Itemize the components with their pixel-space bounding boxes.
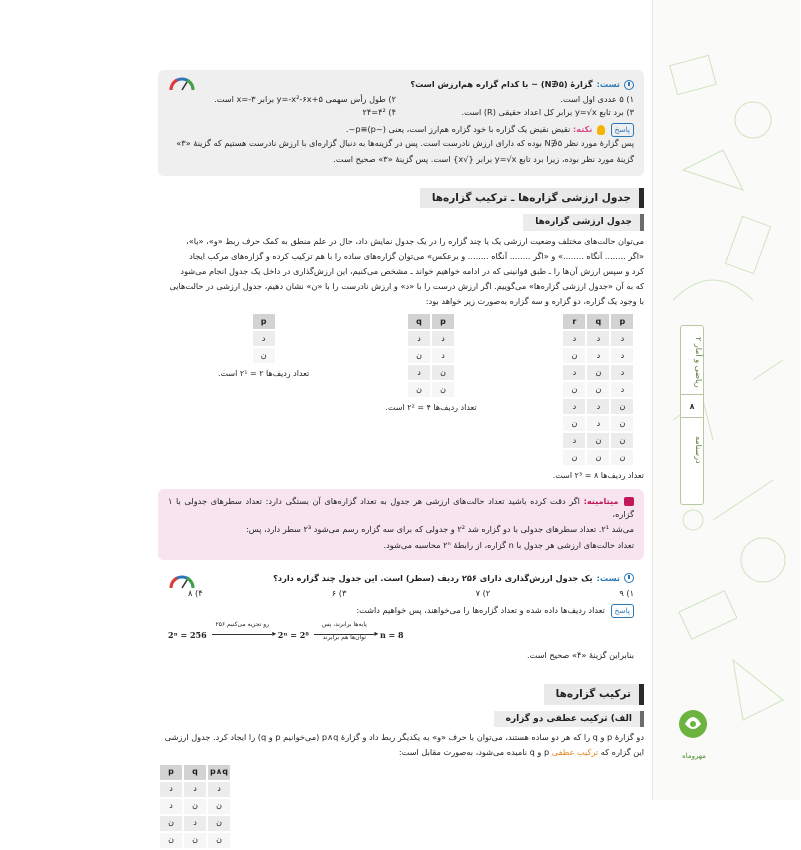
- table-row: [160, 816, 230, 831]
- lightbulb-icon: [597, 125, 605, 135]
- table-header-cell: p∧q: [208, 765, 230, 780]
- table-row: [563, 433, 633, 448]
- arrow-label: ۲۵۶ رو تجزیه می‌کنیم: [215, 620, 270, 628]
- tab-page-number: ۸: [681, 394, 703, 418]
- paragraph-line: کرد و سپس ارزش آن‌ها را ـ طبق قوانینی که در ادامه خواهیم خواند ـ مشخص می‌کنیم، این ارزش‌گذاری در داخل یک جدول انجام می‌شود: [180, 266, 644, 277]
- table-cell: ن: [563, 382, 585, 397]
- table-cell: ن: [184, 833, 206, 848]
- table-row: [253, 348, 275, 363]
- table-caption: تعداد ردیف‌ها ۴ = ۲² است.: [385, 403, 477, 413]
- subsection-title: جدول ارزشی گزاره‌ها: [523, 214, 644, 230]
- options: [168, 93, 634, 119]
- question-text: یک جدول ارزش‌گذاری دارای ۲۵۶ ردیف (سطر) است. این جدول چند گزاره دارد؟: [273, 572, 593, 583]
- table-header-row: [563, 314, 633, 329]
- table-cell: ن: [408, 382, 430, 397]
- table-row: [563, 365, 633, 380]
- formula: [168, 622, 634, 643]
- table-header-row: [160, 765, 230, 780]
- clock-icon: [624, 80, 634, 90]
- table-cell: د: [253, 331, 275, 346]
- main-content: [158, 70, 644, 850]
- table-row: [160, 799, 230, 814]
- table-cell: ن: [587, 450, 609, 465]
- table-cell: د: [160, 799, 182, 814]
- option-4: ۴) ۸: [188, 587, 203, 598]
- table-header-cell: r: [563, 314, 585, 329]
- table-cell: د: [563, 433, 585, 448]
- text-span: p و q نامیده می‌شود، به‌صورت مقابل است:: [398, 747, 550, 758]
- table-row: [563, 348, 633, 363]
- highlighted-term: ترکیب عطفی: [551, 747, 599, 758]
- option-2: ۲) طول رأس سهمی y=-x²-۶x+۵ برابر x=-۳ است.: [214, 94, 396, 105]
- paragraph-line: [158, 746, 644, 759]
- table-cell: ن: [563, 450, 585, 465]
- table-header-cell: p: [253, 314, 275, 329]
- options: [168, 587, 634, 600]
- option-4: ۴) ۴²=۲۴: [362, 107, 396, 118]
- arrow-label: توان‌ها هم برابرند: [322, 633, 367, 641]
- info-line: می‌شد ۲¹. تعداد سطرهای جدولی با دو گزاره شد ۲² و جدولی که برای سه گزاره رسم می‌شود ۲³ سطر دارد، پس:: [245, 524, 634, 535]
- difficulty-gauge-icon: [168, 74, 196, 92]
- page-margin: [652, 0, 800, 800]
- paragraph-line: که به آن «جدول ارزشی گزاره‌ها» می‌گوییم. اگر ارزش درست را با «د» و ارزش نادرست را با «ن» نشان دهیم، جدول ارزشی در حالت‌هایی: [169, 281, 644, 292]
- table-header-cell: q: [408, 314, 430, 329]
- table-cell: د: [587, 416, 609, 431]
- and-table-wrap: [158, 763, 644, 850]
- question-header: [168, 78, 634, 91]
- table-cell: د: [563, 331, 585, 346]
- option-3: ۳) ۶: [331, 587, 347, 598]
- test-box-2: [158, 568, 644, 672]
- explanation-line-1: پس گزارهٔ مورد نظر N∌۵ بوده که دارای ارزش نادرست است. پس در گزینه‌ها به دنبال گزاره‌ای با ارزش نادرست هستیم که گزینهٔ «۳»: [176, 138, 634, 149]
- tab-subject: ریاضی و آمار ۲: [694, 336, 703, 388]
- table-cell: ن: [563, 348, 585, 363]
- test-tag: تست:: [596, 79, 620, 89]
- arrow-right-icon: [212, 634, 272, 635]
- table-row: [160, 782, 230, 797]
- note-text: نقیض نقیض یک گزاره با خود گزاره هم‌ارز است، یعنی p≡(p~)~.: [345, 124, 571, 135]
- table-cell: ن: [208, 799, 230, 814]
- answer-text: تعداد ردیف‌ها داده شده و تعداد گزاره‌ها را می‌خواهند، پس خواهیم داشت:: [356, 604, 605, 615]
- table-caption: تعداد ردیف‌ها ۲ = ۲¹ است.: [218, 369, 310, 379]
- table-cell: د: [432, 348, 454, 363]
- section-title: جدول ارزشی گزاره‌ها ـ ترکیب گزاره‌ها: [420, 188, 644, 209]
- truth-table-2: [385, 312, 476, 415]
- truth-table-1: [218, 312, 309, 381]
- paragraph-line: دو گزارهٔ p و q را که هر دو ساده هستند، می‌توان با حرف «و» به یکدیگر ربط داد و گزارهٔ p∧q (می‌خوانیم p و q) را ایجاد کرد. جدول ارزشی: [164, 732, 644, 743]
- table-row: [408, 331, 454, 346]
- info-line: تعداد حالت‌های ارزشی هر جدول با n گزاره، از رابطهٔ ۲ⁿ محاسبه می‌شود.: [383, 539, 634, 550]
- final-answer: بنابراین گزینهٔ «۴» صحیح است.: [526, 649, 634, 660]
- table-row: [563, 399, 633, 414]
- answer-tag: پاسخ: [611, 123, 635, 137]
- answer-tag: پاسخ: [611, 604, 635, 618]
- text-span: این گزاره که: [600, 747, 644, 758]
- info-icon: [624, 497, 634, 506]
- truth-table-three-vars: [561, 312, 635, 467]
- table-cell: ن: [587, 433, 609, 448]
- answer-note: [168, 123, 634, 137]
- table-cell: ن: [208, 816, 230, 831]
- formula-arrow-1: [212, 622, 272, 643]
- truth-table-two-vars: [406, 312, 456, 399]
- table-cell: د: [563, 399, 585, 414]
- publisher-logo-text: مهروماه: [682, 752, 706, 760]
- answer-line: [168, 604, 634, 618]
- table-cell: ن: [408, 348, 430, 363]
- test-box-1: [158, 70, 644, 176]
- table-cell: ن: [160, 816, 182, 831]
- table-row: [253, 331, 275, 346]
- paragraph-line: با وجود یک گزاره، دو گزاره و سه گزاره به‌صورت زیر خواهد بود:: [425, 296, 644, 307]
- note-tag: نکته:: [572, 124, 593, 135]
- info-line: [168, 495, 634, 521]
- table-row: [408, 348, 454, 363]
- section-title: ترکیب گزاره‌ها: [544, 684, 644, 705]
- table-cell: ن: [432, 365, 454, 380]
- difficulty-gauge-icon: [168, 572, 196, 590]
- table-cell: د: [587, 331, 609, 346]
- table-cell: د: [432, 331, 454, 346]
- table-cell: ن: [611, 433, 633, 448]
- truth-table-one-var: [251, 312, 277, 365]
- formula-arrow-2: [314, 622, 374, 643]
- option-1: ۱) ۵ عددی اول است.: [560, 94, 634, 105]
- table-header-cell: q: [587, 314, 609, 329]
- paragraph-line: می‌توان حالت‌های مختلف وضعیت ارزشی یک یا چند گزاره را در یک جدول نمایش داد، حال در علم منطق به کمک حرف ربط «و»، «یا»،: [186, 235, 644, 246]
- table-row: [563, 331, 633, 346]
- subsection-title: الف) ترکیب عطفی دو گزاره: [494, 711, 644, 727]
- arrow-label: پایه‌ها برابرند، پس: [321, 620, 367, 628]
- table-row: [408, 382, 454, 397]
- truth-table-3: [553, 312, 644, 483]
- table-cell: ن: [208, 833, 230, 848]
- side-tab: [680, 325, 704, 505]
- table-cell: د: [611, 348, 633, 363]
- table-cell: ن: [184, 799, 206, 814]
- table-cell: د: [208, 782, 230, 797]
- question-header: [168, 572, 634, 585]
- table-cell: د: [611, 331, 633, 346]
- tab-book-section: درسنامه: [694, 436, 703, 464]
- explanation-line-2: گزینهٔ مورد نظر بوده، زیرا برد تابع y=√x برابر {√x} است. پس گزینهٔ «۳» صحیح است.: [333, 153, 634, 164]
- publisher-logo-icon: [675, 700, 711, 760]
- table-cell: د: [611, 365, 633, 380]
- table-header-cell: p: [432, 314, 454, 329]
- table-cell: د: [184, 816, 206, 831]
- table-cell: ن: [611, 450, 633, 465]
- table-cell: ن: [587, 365, 609, 380]
- margin-decoration-icon: [653, 0, 801, 800]
- clock-icon: [624, 573, 634, 583]
- table-header-row: [253, 314, 275, 329]
- option-3: ۳) برد تابع y=√x برابر کل اعداد حقیقی (R) است.: [461, 107, 634, 118]
- table-cell: ن: [563, 416, 585, 431]
- table-cell: د: [611, 382, 633, 397]
- table-cell: د: [184, 782, 206, 797]
- paragraph-line: «اگر ........ آنگاه ........» و «اگر ........ آنگاه ........ و برعکس» می‌توان گزاره‌های ساده را با هم ترکیب کرده و گزاره‌های مرکب ایجاد: [189, 250, 644, 261]
- formula-left: 2ⁿ = 256: [168, 629, 207, 640]
- table-caption: تعداد ردیف‌ها ۸ = ۲³ است.: [552, 471, 644, 481]
- option-2: ۲) ۷: [475, 587, 491, 598]
- formula-right: n = 8: [379, 629, 404, 640]
- table-cell: ن: [587, 382, 609, 397]
- truth-tables: [158, 312, 644, 483]
- table-row: [408, 365, 454, 380]
- table-header-cell: p: [611, 314, 633, 329]
- truth-table-conjunction: [158, 763, 232, 850]
- table-cell: د: [408, 365, 430, 380]
- table-cell: د: [160, 782, 182, 797]
- table-cell: ن: [160, 833, 182, 848]
- info-box: [158, 489, 644, 560]
- option-1: ۱) ۹: [619, 587, 634, 598]
- table-row: [563, 416, 633, 431]
- info-text: اگر دقت کرده باشید تعداد حالت‌های ارزشی هر جدول به تعداد گزاره‌های آن بستگی دارد: تعداد سطرهای جدولی با ۱ گزاره،: [168, 496, 634, 520]
- table-header-cell: p: [160, 765, 182, 780]
- formula-middle: 2ⁿ = 2⁸: [277, 629, 309, 640]
- table-cell: د: [587, 348, 609, 363]
- table-header-row: [408, 314, 454, 329]
- table-cell: ن: [432, 382, 454, 397]
- table-cell: د: [408, 331, 430, 346]
- table-row: [563, 450, 633, 465]
- table-cell: د: [563, 365, 585, 380]
- question-text: گزارهٔ (N∌۵) ~ با کدام گزاره هم‌ارزش است؟: [410, 79, 593, 89]
- table-cell: ن: [611, 416, 633, 431]
- test-tag: تست:: [596, 572, 620, 583]
- table-cell: ن: [253, 348, 275, 363]
- table-row: [160, 833, 230, 848]
- table-cell: ن: [611, 399, 633, 414]
- table-cell: د: [587, 399, 609, 414]
- table-header-cell: q: [184, 765, 206, 780]
- info-tag: میتامینه:: [583, 496, 619, 507]
- table-row: [563, 382, 633, 397]
